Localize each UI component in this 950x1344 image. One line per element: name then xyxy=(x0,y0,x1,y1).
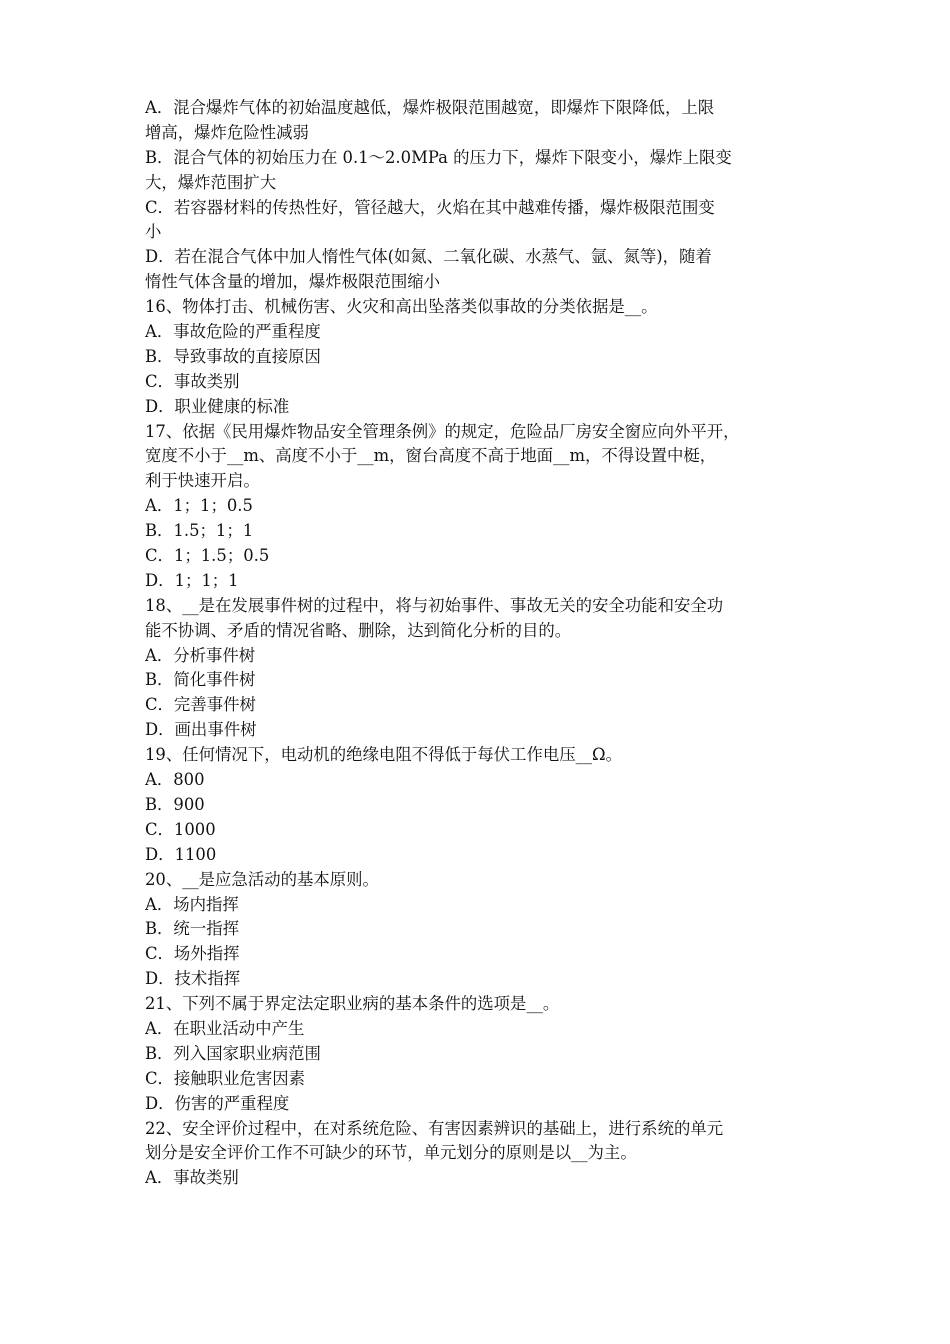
text-line: D．若在混合气体中加人惰性气体(如氮、二氧化碳、水蒸气、氩、氮等)，随着 xyxy=(145,247,712,267)
text-line: 增高，爆炸危险性减弱 xyxy=(145,122,309,142)
question-17: 17、依据《民用爆炸物品安全管理条例》的规定，危险品厂房安全窗应向外平开， xyxy=(145,421,740,441)
option-line: D．技术指挥 xyxy=(145,969,241,989)
question-22: 22、安全评价过程中，在对系统危险、有害因素辨识的基础上，进行系统的单元 xyxy=(145,1118,724,1138)
option-line: C．场外指挥 xyxy=(145,944,240,964)
text-line: 利于快速开启。 xyxy=(145,471,260,491)
option-line: C．1000 xyxy=(145,819,216,839)
option-line: A．分析事件树 xyxy=(145,645,256,665)
option-line: A．场内指挥 xyxy=(145,894,239,914)
text-line: 惰性气体含量的增加，爆炸极限范围缩小 xyxy=(145,272,441,292)
option-line: A．1；1；0.5 xyxy=(145,496,253,516)
text-line: 划分是安全评价工作不可缺少的环节，单元划分的原则是以__为主。 xyxy=(145,1143,637,1163)
option-line: D．伤害的严重程度 xyxy=(145,1093,290,1113)
text-line: 宽度不小于__m、高度不小于__m，窗台高度不高于地面__m，不得设置中梃， xyxy=(145,446,717,466)
text-line: 大，爆炸范围扩大 xyxy=(145,172,277,192)
option-line: A．800 xyxy=(145,770,205,790)
option-line: D．1；1；1 xyxy=(145,570,239,590)
option-line: C．1；1.5；0.5 xyxy=(145,546,270,566)
option-line: A．事故危险的严重程度 xyxy=(145,322,321,342)
question-18: 18、__是在发展事件树的过程中，将与初始事件、事故无关的安全功能和安全功 xyxy=(145,595,724,615)
option-line: C．接触职业危害因素 xyxy=(145,1068,306,1088)
text-line: A．混合爆炸气体的初始温度越低，爆炸极限范围越宽，即爆炸下限降低，上限 xyxy=(145,98,715,117)
question-20: 20、__是应急活动的基本原则。 xyxy=(145,869,379,889)
option-line: C．完善事件树 xyxy=(145,695,256,715)
option-line: A．在职业活动中产生 xyxy=(145,1018,305,1038)
question-19: 19、任何情况下，电动机的绝缘电阻不得低于每伏工作电压__Ω。 xyxy=(145,745,622,765)
question-21: 21、下列不属于界定法定职业病的基本条件的选项是__。 xyxy=(145,994,560,1014)
option-line: A．事故类别 xyxy=(145,1168,239,1188)
text-line: 能不协调、矛盾的情况省略、删除，达到简化分析的目的。 xyxy=(145,620,572,640)
option-line: D．职业健康的标准 xyxy=(145,396,290,416)
option-line: B．900 xyxy=(145,794,205,814)
option-line: B．1.5；1；1 xyxy=(145,521,254,541)
document-body xyxy=(145,96,813,1191)
option-line: B．简化事件树 xyxy=(145,670,256,690)
option-line: B．导致事故的直接原因 xyxy=(145,346,321,366)
text-line: C．若容器材料的传热性好，管径越大，火焰在其中越难传播，爆炸极限范围变 xyxy=(145,197,715,217)
option-line: D．画出事件树 xyxy=(145,720,257,740)
text-line: 小 xyxy=(145,222,162,242)
option-line: D．1100 xyxy=(145,844,217,864)
option-line: B．统一指挥 xyxy=(145,919,239,939)
option-line: B．列入国家职业病范围 xyxy=(145,1043,321,1063)
question-16: 16、物体打击、机械伤害、火灾和高出坠落类似事故的分类依据是__。 xyxy=(145,297,658,317)
option-line: C．事故类别 xyxy=(145,371,240,391)
text-line: B．混合气体的初始压力在 0.1～2.0MPa 的压力下，爆炸下限变小，爆炸上限变 xyxy=(145,147,732,167)
